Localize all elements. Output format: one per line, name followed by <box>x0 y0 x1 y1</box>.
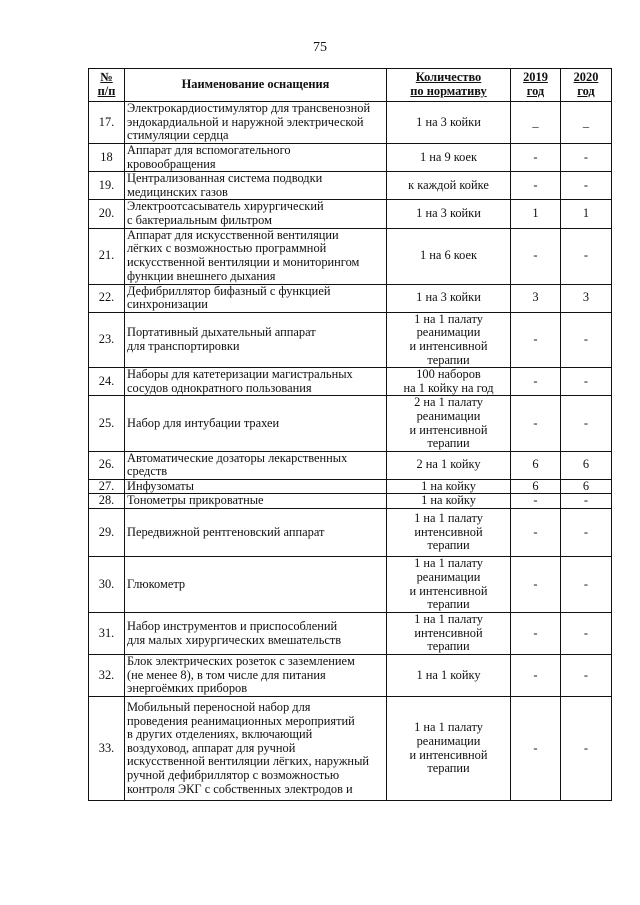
row-2020: - <box>561 655 612 697</box>
row-quantity: 100 наборов на 1 койку на год <box>387 368 511 396</box>
table-row <box>89 557 612 613</box>
row-2019: - <box>511 396 561 451</box>
row-number: 24. <box>89 368 125 396</box>
row-quantity: 1 на 3 койки <box>387 284 511 312</box>
table-row <box>89 172 612 200</box>
row-2019: - <box>511 228 561 284</box>
row-number: 20. <box>89 200 125 228</box>
row-2020: - <box>561 557 612 613</box>
row-2020: - <box>561 144 612 172</box>
row-quantity: 1 на 1 палату интенсивной терапии <box>387 509 511 557</box>
table-row <box>89 479 612 494</box>
table-row <box>89 144 612 172</box>
row-number: 32. <box>89 655 125 697</box>
header-2019: 2019 год <box>511 69 561 102</box>
table-row <box>89 200 612 228</box>
row-2019: - <box>511 697 561 801</box>
row-number: 17. <box>89 102 125 144</box>
header-name: Наименование оснащения <box>125 69 387 102</box>
row-number: 23. <box>89 312 125 367</box>
table-row <box>89 494 612 509</box>
row-2019: - <box>511 494 561 509</box>
row-name: Блок электрических розеток с заземлением (не менее 8), в том числе для питания энергоёмких приборов <box>125 655 387 697</box>
row-quantity: 1 на 1 койку <box>387 655 511 697</box>
row-2020: 3 <box>561 284 612 312</box>
row-number: 22. <box>89 284 125 312</box>
row-2019: 1 <box>511 200 561 228</box>
row-name: Наборы для катетеризации магистральных сосудов однократного пользования <box>125 368 387 396</box>
row-quantity: 2 на 1 койку <box>387 451 511 479</box>
row-name: Аппарат для вспомогательного кровообращения <box>125 144 387 172</box>
table-row <box>89 228 612 284</box>
row-quantity: 1 на койку <box>387 494 511 509</box>
table-row <box>89 284 612 312</box>
row-number: 27. <box>89 479 125 494</box>
row-name: Автоматические дозаторы лекарственных средств <box>125 451 387 479</box>
table-row <box>89 368 612 396</box>
row-quantity: 2 на 1 палату реанимации и интенсивной терапии <box>387 396 511 451</box>
row-name: Электрокардиостимулятор для трансвенозной эндокардиальной и наружной электрической стимуляции сердца <box>125 102 387 144</box>
row-name: Тонометры прикроватные <box>125 494 387 509</box>
row-name: Портативный дыхательный аппарат для транспортировки <box>125 312 387 367</box>
row-2020: _ <box>561 102 612 144</box>
row-2020: 6 <box>561 451 612 479</box>
row-2020: - <box>561 368 612 396</box>
row-2020: - <box>561 494 612 509</box>
row-quantity: 1 на 9 коек <box>387 144 511 172</box>
table-row <box>89 102 612 144</box>
row-name: Набор для интубации трахеи <box>125 396 387 451</box>
row-2019: - <box>511 312 561 367</box>
row-2020: - <box>561 172 612 200</box>
equipment-table <box>88 68 612 801</box>
row-2020: - <box>561 396 612 451</box>
row-2020: - <box>561 228 612 284</box>
row-2019: - <box>511 557 561 613</box>
row-name: Дефибриллятор бифазный с функцией синхронизации <box>125 284 387 312</box>
table-row <box>89 697 612 801</box>
row-number: 28. <box>89 494 125 509</box>
row-quantity: 1 на 1 палату реанимации и интенсивной терапии <box>387 312 511 367</box>
row-number: 31. <box>89 613 125 655</box>
row-2019: - <box>511 368 561 396</box>
row-2020: - <box>561 613 612 655</box>
row-number: 18 <box>89 144 125 172</box>
row-number: 19. <box>89 172 125 200</box>
row-2020: 1 <box>561 200 612 228</box>
row-quantity: 1 на 3 койки <box>387 200 511 228</box>
table-row <box>89 613 612 655</box>
row-name: Мобильный переносной набор для проведения реанимационных мероприятий в других отделениях, включающий воздуховод, аппарат для ручной искусственной вентиляции лёгких, наружный ручной дефибриллятор с возможностью контроля ЭКГ с собственных электродов и <box>125 697 387 801</box>
row-2019: 3 <box>511 284 561 312</box>
row-number: 25. <box>89 396 125 451</box>
row-2020: 6 <box>561 479 612 494</box>
row-number: 33. <box>89 697 125 801</box>
row-quantity: к каждой койке <box>387 172 511 200</box>
header-quantity: Количество по нормативу <box>387 69 511 102</box>
row-name: Электроотсасыватель хирургический с бактериальным фильтром <box>125 200 387 228</box>
row-quantity: 1 на койку <box>387 479 511 494</box>
row-2020: - <box>561 312 612 367</box>
header-number: № п/п <box>89 69 125 102</box>
row-quantity: 1 на 6 коек <box>387 228 511 284</box>
row-2019: 6 <box>511 451 561 479</box>
row-number: 30. <box>89 557 125 613</box>
row-2019: _ <box>511 102 561 144</box>
row-number: 21. <box>89 228 125 284</box>
row-2020: - <box>561 697 612 801</box>
table-row <box>89 655 612 697</box>
row-name: Аппарат для искусственной вентиляции лёгких с возможностью программной искусственной вентиляции и мониторингом функции внешнего дыхания <box>125 228 387 284</box>
row-2019: - <box>511 172 561 200</box>
row-quantity: 1 на 3 койки <box>387 102 511 144</box>
row-number: 26. <box>89 451 125 479</box>
table-row <box>89 396 612 451</box>
table-row <box>89 312 612 367</box>
row-2020: - <box>561 509 612 557</box>
row-2019: 6 <box>511 479 561 494</box>
row-name: Глюкометр <box>125 557 387 613</box>
row-quantity: 1 на 1 палату интенсивной терапии <box>387 613 511 655</box>
row-2019: - <box>511 655 561 697</box>
row-number: 29. <box>89 509 125 557</box>
row-name: Централизованная система подводки медицинских газов <box>125 172 387 200</box>
row-2019: - <box>511 144 561 172</box>
table-header-row <box>89 69 612 102</box>
row-name: Набор инструментов и приспособлений для малых хирургических вмешательств <box>125 613 387 655</box>
row-2019: - <box>511 613 561 655</box>
row-quantity: 1 на 1 палату реанимации и интенсивной терапии <box>387 697 511 801</box>
row-name: Передвижной рентгеновский аппарат <box>125 509 387 557</box>
row-name: Инфузоматы <box>125 479 387 494</box>
table-row <box>89 509 612 557</box>
table-row <box>89 451 612 479</box>
header-2020: 2020 год <box>561 69 612 102</box>
page-number: 75 <box>313 40 327 55</box>
row-quantity: 1 на 1 палату реанимации и интенсивной терапии <box>387 557 511 613</box>
row-2019: - <box>511 509 561 557</box>
